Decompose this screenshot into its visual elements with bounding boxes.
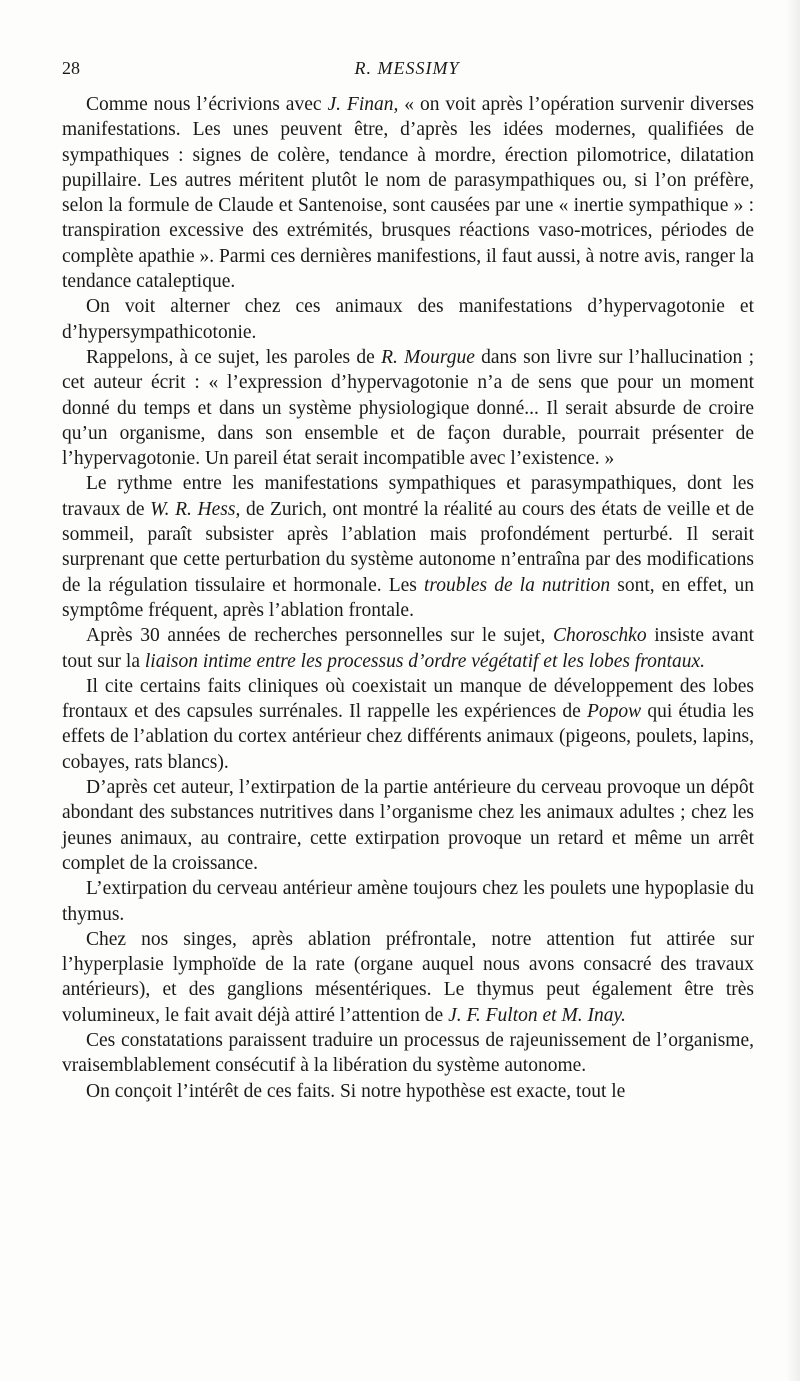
text-run: Chez nos singes, après ablation préfrontale, notre attention fut attirée sur l’hyperplasie lymphoïde de la rate (organe auquel nous avons consacré des travaux antérieurs), et des ganglions mésentériques. Le thymus peut également être très volumineux, le fait avait déjà attiré l’attention de: [62, 928, 754, 1026]
text-run: sont, en effet, un symptôme fréquent, après l’ablation frontale.: [62, 574, 754, 621]
author-name: J. Finan,: [327, 94, 399, 115]
text-run: dans son livre sur l’hallucination ; cet auteur écrit : « l’expression d’hypervagotonie n’a de sens que pour un moment donné du temps et dans un système physiologique donné... Il serait absurde de croire qu’un organisme, dans son ensemble et de façon durable, pourrait présenter de l’hypervagotonie. Un pareil état serait incompatible avec l’existence. »: [62, 346, 754, 470]
author-name: Choroschko: [553, 625, 647, 647]
text-run: On voit alterner chez ces animaux des manifestations d’hypervagotonie et d’hypersympathicotonie.: [62, 296, 754, 343]
author-name: Popow: [586, 701, 642, 723]
text-run: Il cite certains faits cliniques où coexistait un manque de développement des lobes frontaux et des capsules surrénales. Il rappelle les expériences de: [62, 675, 754, 723]
page-edge-shadow: [786, 0, 800, 1381]
paragraph: [62, 674, 754, 775]
paragraph: [62, 1079, 754, 1104]
text-run: D’après cet auteur, l’extirpation de la partie antérieure du cerveau provoque un dépôt abondant des substances nutritives dans l’organisme chez les animaux adultes ; chez les jeunes animaux, au contraire, cette extirpation provoque un retard et même un arrêt complet de la croissance.: [62, 777, 754, 874]
page-number: 28: [62, 58, 80, 78]
paragraph: [62, 92, 754, 294]
page-header: [62, 58, 752, 84]
text-run: Le rythme entre les manifestations sympathiques et parasympathiques, dont les travaux de: [62, 473, 754, 520]
paragraph: [62, 294, 754, 345]
emphasis: liaison intime entre les processus d’ordre végétatif et les lobes frontaux.: [144, 650, 706, 672]
text-run: insiste avant tout sur la: [62, 625, 754, 672]
author-name: J. F. Fulton et M. Inay.: [448, 1004, 626, 1026]
text-run: « on voit après l’opération survenir diverses manifestations. Les unes peuvent être, d’après les idées modernes, qualifiées de sympathiques : signes de colère, tendance à mordre, érection pilomotrice, dilatation pupillaire. Les autres méritent plutôt le nom de parasympathiques ou, si l’on préfère, selon la formule de Claude et Santenoise, sont causées par une « inertie sympathique » : transpiration excessive des extrémités, brusques réactions vaso-motrices, périodes de complète apathie ». Parmi ces dernières manifestions, il faut aussi, à notre avis, ranger la tendance cataleptique.: [62, 94, 755, 293]
body-text: [62, 92, 754, 1104]
emphasis: troubles de la nutrition: [423, 574, 611, 596]
paragraph: [62, 623, 754, 674]
text-run: Après 30 années de recherches personnelles sur le sujet,: [86, 625, 554, 647]
text-run: Ces constatations paraissent traduire un processus de rajeunissement de l’organisme, vraisemblablement consécutif à la libération du système autonome.: [62, 1029, 754, 1077]
author-name: R. Mourgue: [381, 346, 475, 368]
text-run: qui étudia les effets de l’ablation du cortex antérieur chez différents animaux (pigeons, poulets, lapins, cobayes, rats blancs).: [62, 701, 755, 773]
paragraph: [62, 1028, 754, 1079]
text-run: L’extirpation du cerveau antérieur amène toujours chez les poulets une hypoplasie du thymus.: [62, 878, 754, 925]
paragraph: [62, 345, 754, 471]
text-run: Comme nous l’écrivions avec: [86, 94, 328, 115]
paragraph: [62, 927, 754, 1028]
paragraph: [62, 471, 754, 623]
text-run: On conçoit l’intérêt de ces faits. Si notre hypothèse est exacte, tout le: [86, 1080, 626, 1102]
text-run: de Zurich, ont montré la réalité au cours des états de veille et de sommeil, paraît subsister après l’ablation mais profondément perturbé. Il serait surprenant que cette perturbation du système autonome n’entraîna par des modifications de la régulation tissulaire et hormonale. Les: [62, 498, 755, 596]
running-title: R. MESSIMY: [354, 58, 460, 78]
text-run: Rappelons, à ce sujet, les paroles de: [86, 346, 382, 368]
paragraph: [62, 775, 754, 876]
paragraph: [62, 876, 754, 927]
author-name: W. R. Hess,: [150, 498, 241, 520]
